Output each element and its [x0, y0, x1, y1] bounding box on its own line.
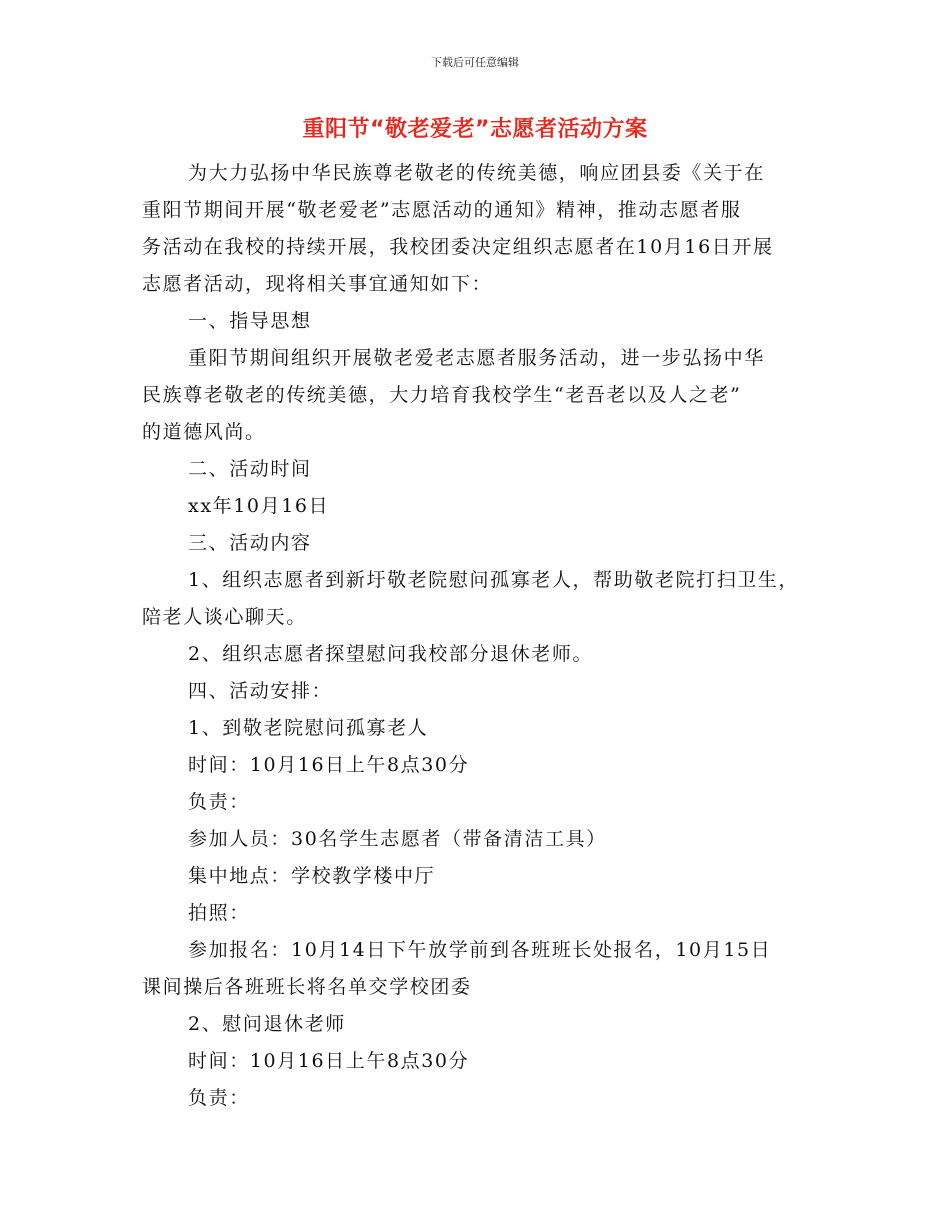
body-line: 2、组织志愿者探望慰问我校部分退休老师。 — [188, 643, 594, 665]
section-heading: 一、指导思想 — [188, 310, 312, 332]
body-line: 重阳节期间组织开展敬老爱老志愿者服务活动，进一步弘扬中华 — [188, 347, 765, 369]
section-heading: 四、活动安排： — [188, 680, 333, 702]
body-line: 参加报名：10月14日下午放学前到各班班长处报名，10月15日 — [188, 939, 772, 961]
body-line: 为大力弘扬中华民族尊老敬老的传统美德，响应团县委《关于在 — [188, 162, 765, 184]
document-title: 重阳节“敬老爱老”志愿者活动方案 — [302, 117, 648, 142]
body-line: 拍照： — [188, 902, 250, 924]
body-line: 的道德风尚。 — [142, 421, 266, 443]
body-line: 志愿者活动，现将相关事宜通知如下： — [142, 273, 493, 295]
body-line: 时间：10月16日上午8点30分 — [188, 754, 470, 776]
header-note: 下载后可任意编辑 — [431, 56, 519, 69]
body-line: 负责： — [188, 1087, 250, 1109]
body-line: 1、组织志愿者到新圩敬老院慰问孤寡老人，帮助敬老院打扫卫生， — [188, 569, 800, 591]
body-line: 重阳节期间开展“敬老爱老”志愿活动的通知》精神，推动志愿者服 — [142, 199, 742, 221]
body-line: 务活动在我校的持续开展，我校团委决定组织志愿者在10月16日开展 — [142, 236, 774, 258]
body-line: 参加人员：30名学生志愿者（带备清洁工具） — [188, 828, 607, 850]
body-line: 2、慰问退休老师 — [188, 1013, 346, 1035]
body-line: 民族尊老敬老的传统美德，大力培育我校学生“老吾老以及人之老” — [142, 384, 742, 406]
body-line: 负责： — [188, 791, 250, 813]
document-body — [142, 155, 822, 1117]
section-heading: 三、活动内容 — [188, 532, 312, 554]
body-line: xx年10月16日 — [188, 495, 330, 517]
body-line: 课间操后各班班长将名单交学校团委 — [142, 976, 472, 998]
section-heading: 二、活动时间 — [188, 458, 312, 480]
body-line: 1、到敬老院慰问孤寡老人 — [188, 717, 429, 739]
body-line: 时间：10月16日上午8点30分 — [188, 1050, 470, 1072]
body-line: 集中地点：学校教学楼中厅 — [188, 865, 436, 887]
body-line: 陪老人谈心聊天。 — [142, 606, 307, 628]
